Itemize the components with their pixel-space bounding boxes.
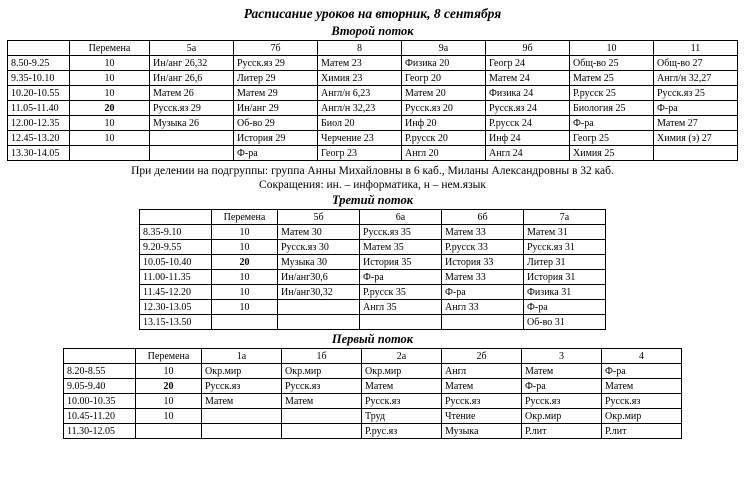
break-duration — [70, 146, 150, 161]
lesson-cell: Матем — [602, 379, 682, 394]
lesson-cell: Чтение — [442, 409, 522, 424]
lesson-cell: Ф-ра — [654, 101, 738, 116]
lesson-cell: Ин/анг 29 — [234, 101, 318, 116]
lesson-cell: Химия 25 — [570, 146, 654, 161]
lesson-cell: Общ-во 25 — [570, 56, 654, 71]
lesson-cell: Матем 33 — [442, 225, 524, 240]
lesson-time: 12.30-13.05 — [140, 300, 212, 315]
table-row — [8, 86, 738, 101]
lesson-cell: Р.рус.яз — [362, 424, 442, 439]
break-duration: 10 — [70, 56, 150, 71]
break-duration: 20 — [212, 255, 278, 270]
column-header: 5а — [150, 41, 234, 56]
lesson-cell: Р.русск 20 — [402, 131, 486, 146]
break-duration: 20 — [136, 379, 202, 394]
lesson-cell: Р.лит — [602, 424, 682, 439]
table-row — [140, 300, 606, 315]
lesson-cell: Русск.яз 25 — [654, 86, 738, 101]
lesson-cell: Ин/анг30,6 — [278, 270, 360, 285]
lesson-cell: Ин/анг 26,32 — [150, 56, 234, 71]
table-row — [140, 270, 606, 285]
break-duration — [136, 424, 202, 439]
lesson-cell: Матем 23 — [318, 56, 402, 71]
table-row — [64, 409, 682, 424]
column-header: 1а — [202, 349, 282, 364]
lesson-cell — [278, 315, 360, 330]
lesson-cell: Русск.яз — [522, 394, 602, 409]
lesson-cell: Англ 33 — [442, 300, 524, 315]
lesson-cell — [282, 424, 362, 439]
lesson-cell: Ф-ра — [602, 364, 682, 379]
lesson-time: 13.15-13.50 — [140, 315, 212, 330]
lesson-cell — [360, 315, 442, 330]
lesson-time: 12.45-13.20 — [8, 131, 70, 146]
flow3-title: Третий поток — [331, 193, 414, 207]
break-duration: 10 — [136, 394, 202, 409]
break-duration: 10 — [70, 116, 150, 131]
lesson-cell: Русск.яз 24 — [486, 101, 570, 116]
break-duration: 10 — [136, 364, 202, 379]
lesson-cell: Ф-ра — [442, 285, 524, 300]
lesson-cell: Биология 25 — [570, 101, 654, 116]
break-duration: 10 — [136, 409, 202, 424]
lesson-cell: Русск.яз — [202, 379, 282, 394]
column-header: 9б — [486, 41, 570, 56]
lesson-cell: Окр.мир — [202, 364, 282, 379]
lesson-time: 11.45-12.20 — [140, 285, 212, 300]
lesson-time: 9.20-9.55 — [140, 240, 212, 255]
schedule-page — [0, 6, 745, 494]
lesson-cell: Ф-ра — [570, 116, 654, 131]
lesson-cell: Химия 23 — [318, 71, 402, 86]
lesson-cell: Матем 30 — [278, 225, 360, 240]
column-header: 6б — [442, 210, 524, 225]
lesson-time: 10.45-11.20 — [64, 409, 136, 424]
break-duration — [212, 315, 278, 330]
column-header: 3 — [522, 349, 602, 364]
lesson-cell: Русск.яз 29 — [150, 101, 234, 116]
lesson-cell: Ин/анг 26,6 — [150, 71, 234, 86]
flow3-table — [139, 209, 606, 330]
lesson-cell: Англ/н 32,27 — [654, 71, 738, 86]
break-duration: 10 — [70, 71, 150, 86]
lesson-time: 8.35-9.10 — [140, 225, 212, 240]
lesson-cell — [278, 300, 360, 315]
table-row — [8, 116, 738, 131]
note-groups: При делении на подгруппы: группа Анны Михайловны в 6 каб., Миланы Александровны в 32 каб. — [131, 165, 614, 177]
column-header — [140, 210, 212, 225]
break-duration: 10 — [212, 300, 278, 315]
column-header: 1б — [282, 349, 362, 364]
lesson-cell: Матем — [362, 379, 442, 394]
column-header: 6а — [360, 210, 442, 225]
lesson-cell: Ф-ра — [234, 146, 318, 161]
page-title: Расписание уроков на вторник, 8 сентября — [243, 6, 502, 21]
lesson-cell: Русск.яз — [602, 394, 682, 409]
lesson-time: 11.30-12.05 — [64, 424, 136, 439]
table-header-row — [8, 41, 738, 56]
table-row — [140, 240, 606, 255]
lesson-cell: Матем 27 — [654, 116, 738, 131]
lesson-cell: Матем 31 — [524, 225, 606, 240]
lesson-time: 9.35-10.10 — [8, 71, 70, 86]
lesson-time: 9.05-9.40 — [64, 379, 136, 394]
lesson-cell: Музыка — [442, 424, 522, 439]
table-row — [8, 101, 738, 116]
lesson-cell: Ф-ра — [522, 379, 602, 394]
lesson-cell: Химия (э) 27 — [654, 131, 738, 146]
lesson-cell: Литер 31 — [524, 255, 606, 270]
lesson-time: 10.05-10.40 — [140, 255, 212, 270]
lesson-cell: Матем 33 — [442, 270, 524, 285]
break-duration: 10 — [212, 285, 278, 300]
lesson-cell: Русск.яз 29 — [234, 56, 318, 71]
lesson-cell — [282, 409, 362, 424]
table-row — [8, 56, 738, 71]
lesson-cell: Матем 35 — [360, 240, 442, 255]
lesson-cell: Окр.мир — [602, 409, 682, 424]
lesson-cell — [150, 131, 234, 146]
lesson-cell: Англ/н 6,23 — [318, 86, 402, 101]
lesson-cell: Ин/анг30,32 — [278, 285, 360, 300]
lesson-cell: Матем 20 — [402, 86, 486, 101]
table-row — [8, 146, 738, 161]
lesson-cell: Об-во 31 — [524, 315, 606, 330]
lesson-cell — [654, 146, 738, 161]
column-header: 4 — [602, 349, 682, 364]
table-row — [8, 131, 738, 146]
lesson-cell: Окр.мир — [522, 409, 602, 424]
table-row — [8, 71, 738, 86]
break-duration: 10 — [70, 86, 150, 101]
lesson-time: 11.05-11.40 — [8, 101, 70, 116]
lesson-time: 10.20-10.55 — [8, 86, 70, 101]
table-row — [64, 424, 682, 439]
lesson-time: 11.00-11.35 — [140, 270, 212, 285]
column-header: Перемена — [70, 41, 150, 56]
lesson-cell: Англ — [442, 364, 522, 379]
break-duration: 20 — [70, 101, 150, 116]
table-header-row — [64, 349, 682, 364]
lesson-cell: История 31 — [524, 270, 606, 285]
break-duration: 10 — [70, 131, 150, 146]
lesson-cell: Р.русск 25 — [570, 86, 654, 101]
lesson-cell: Матем 29 — [234, 86, 318, 101]
lesson-cell: Окр.мир — [362, 364, 442, 379]
break-duration: 10 — [212, 240, 278, 255]
flow1-table — [63, 348, 682, 439]
lesson-cell: Литер 29 — [234, 71, 318, 86]
lesson-cell: Русск.яз 35 — [360, 225, 442, 240]
lesson-cell: Геогр 24 — [486, 56, 570, 71]
lesson-time: 8.50-9.25 — [8, 56, 70, 71]
lesson-cell: Матем — [522, 364, 602, 379]
lesson-cell: Русск.яз — [282, 379, 362, 394]
column-header: 9а — [402, 41, 486, 56]
note-abbreviations: Сокращения: ин. – информатика, н – нем.язык — [259, 179, 486, 191]
lesson-cell: Матем 24 — [486, 71, 570, 86]
lesson-time: 8.20-8.55 — [64, 364, 136, 379]
column-header: 7б — [234, 41, 318, 56]
lesson-time: 13.30-14.05 — [8, 146, 70, 161]
lesson-time: 12.00-12.35 — [8, 116, 70, 131]
lesson-cell: Геогр 23 — [318, 146, 402, 161]
lesson-cell: Матем — [282, 394, 362, 409]
lesson-cell: Русск.яз 31 — [524, 240, 606, 255]
lesson-cell: Инф 20 — [402, 116, 486, 131]
column-header: 11 — [654, 41, 738, 56]
lesson-cell: Матем — [202, 394, 282, 409]
column-header: 2а — [362, 349, 442, 364]
lesson-cell: Р.русск 24 — [486, 116, 570, 131]
lesson-cell: История 35 — [360, 255, 442, 270]
lesson-cell: Геогр 25 — [570, 131, 654, 146]
lesson-cell: История 29 — [234, 131, 318, 146]
lesson-cell: Физика 20 — [402, 56, 486, 71]
column-header: 5б — [278, 210, 360, 225]
lesson-cell: Физика 24 — [486, 86, 570, 101]
lesson-cell: Матем 26 — [150, 86, 234, 101]
lesson-cell: Англ 20 — [402, 146, 486, 161]
table-row — [64, 379, 682, 394]
table-header-row — [140, 210, 606, 225]
flow2-title: Второй поток — [331, 24, 414, 38]
flow1-title: Первый поток — [331, 332, 414, 346]
table-row — [140, 255, 606, 270]
lesson-time: 10.00-10.35 — [64, 394, 136, 409]
table-row — [140, 285, 606, 300]
flow2-table — [7, 40, 738, 161]
lesson-cell: Матем 25 — [570, 71, 654, 86]
lesson-cell: Ф-ра — [524, 300, 606, 315]
column-header: Перемена — [136, 349, 202, 364]
lesson-cell — [202, 409, 282, 424]
lesson-cell — [202, 424, 282, 439]
column-header — [64, 349, 136, 364]
lesson-cell: Р.лит — [522, 424, 602, 439]
table-row — [64, 364, 682, 379]
table-row — [140, 225, 606, 240]
lesson-cell: Черчение 23 — [318, 131, 402, 146]
lesson-cell: Труд — [362, 409, 442, 424]
lesson-cell: Инф 24 — [486, 131, 570, 146]
column-header: 7а — [524, 210, 606, 225]
lesson-cell: Р.русск 35 — [360, 285, 442, 300]
lesson-cell: Матем — [442, 379, 522, 394]
column-header: 10 — [570, 41, 654, 56]
break-duration: 10 — [212, 225, 278, 240]
lesson-cell: Физика 31 — [524, 285, 606, 300]
lesson-cell: Музыка 30 — [278, 255, 360, 270]
lesson-cell: Об-во 29 — [234, 116, 318, 131]
lesson-cell: Англ 35 — [360, 300, 442, 315]
column-header: 2б — [442, 349, 522, 364]
lesson-cell: Русск.яз 20 — [402, 101, 486, 116]
lesson-cell: Р.русск 33 — [442, 240, 524, 255]
break-duration: 10 — [212, 270, 278, 285]
lesson-cell: История 33 — [442, 255, 524, 270]
table-row — [64, 394, 682, 409]
table-row — [140, 315, 606, 330]
lesson-cell — [150, 146, 234, 161]
lesson-cell — [442, 315, 524, 330]
lesson-cell: Англ 24 — [486, 146, 570, 161]
lesson-cell: Ф-ра — [360, 270, 442, 285]
column-header — [8, 41, 70, 56]
column-header: 8 — [318, 41, 402, 56]
lesson-cell: Русск.яз 30 — [278, 240, 360, 255]
lesson-cell: Общ-во 27 — [654, 56, 738, 71]
lesson-cell: Русск.яз — [362, 394, 442, 409]
lesson-cell: Музыка 26 — [150, 116, 234, 131]
lesson-cell: Окр.мир — [282, 364, 362, 379]
lesson-cell: Геогр 20 — [402, 71, 486, 86]
lesson-cell: Биол 20 — [318, 116, 402, 131]
lesson-cell: Русск.яз — [442, 394, 522, 409]
lesson-cell: Англ/н 32,23 — [318, 101, 402, 116]
column-header: Перемена — [212, 210, 278, 225]
